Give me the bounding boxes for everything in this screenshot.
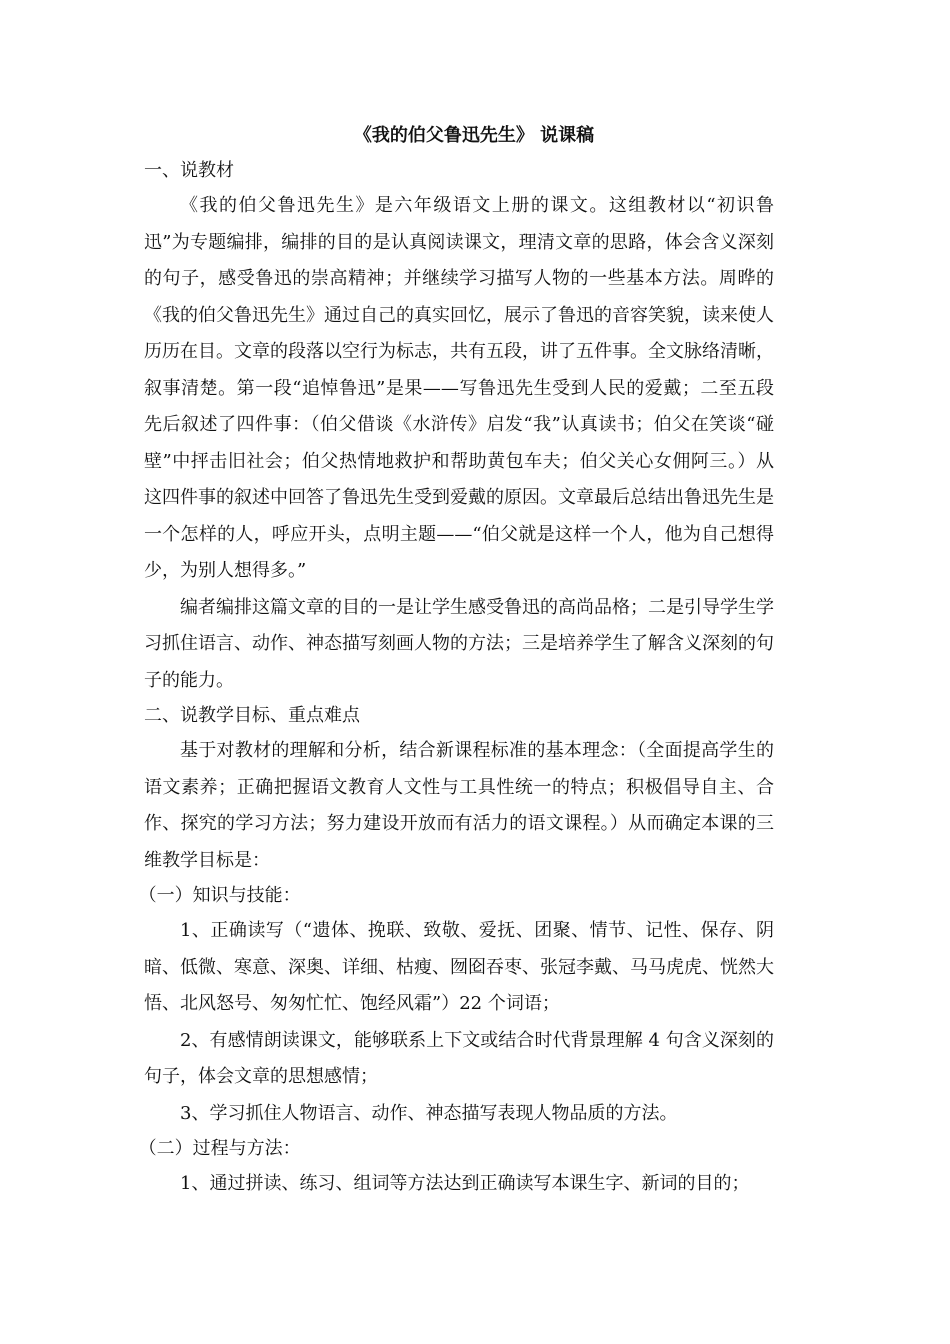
section-heading-teaching-goals: 二、说教学目标、重点难点	[144, 705, 360, 726]
list-item: 1、正确读写（“遗体、挽联、致敬、爱抚、团聚、情节、记性、保存、阴暗、低微、寒意、深奥、详细、枯瘦、囫囵吞枣、张冠李戴、马马虎虎、恍然大悟、北风怒号、匆匆忙忙、饱经风霜”）22 个词语；	[144, 920, 774, 1014]
paragraph: 编者编排这篇文章的目的一是让学生感受鲁迅的高尚品格；二是引导学生学习抓住语言、动作、神态描写刻画人物的方法；三是培养学生了解含义深刻的句子的能力。	[144, 596, 774, 691]
subsection-heading-process-methods: （二）过程与方法：	[138, 1138, 301, 1159]
paragraph: 基于对教材的理解和分析，结合新课程标准的基本理念：（全面提高学生的语文素养；正确把握语文教育人文性与工具性统一的特点；积极倡导自主、合作、探究的学习方法；努力建设开放而有活力的语文课程。）从而确定本课的三维教学目标是：	[144, 740, 774, 871]
document-body	[138, 118, 774, 1203]
document-title: 《我的伯父鲁迅先生》 说课稿	[353, 125, 595, 146]
paragraph: 《我的伯父鲁迅先生》是六年级语文上册的课文。这组教材以“初识鲁迅”为专题编排，编排的目的是认真阅读课文，理清文章的思路，体会含义深刻的句子，感受鲁迅的崇高精神；并继续学习描写人物的一些基本方法。周晔的《我的伯父鲁迅先生》通过自己的真实回忆，展示了鲁迅的音容笑貌，读来使人历历在目。文章的段落以空行为标志，共有五段，讲了五件事。全文脉络清晰，叙事清楚。第一段“追悼鲁迅”是果——写鲁迅先生受到人民的爱戴；二至五段先后叙述了四件事：（伯父借谈《水浒传》启发“我”认真读书；伯父在笑谈“碰壁”中抨击旧社会；伯父热情地救护和帮助黄包车夫；伯父关心女佣阿三。）从这四件事的叙述中回答了鲁迅先生受到爱戴的原因。文章最后总结出鲁迅先生是一个怎样的人，呼应开头，点明主题——“伯父就是这样一个人，他为自己想得少，为别人想得多。”	[144, 195, 774, 581]
list-item: 3、学习抓住人物语言、动作、神态描写表现人物品质的方法。	[180, 1102, 678, 1124]
list-item: 2、有感情朗读课文，能够联系上下文或结合时代背景理解 4 句含义深刻的句子，体会文章的思想感情；	[144, 1029, 774, 1087]
list-item: 1、通过拼读、练习、组词等方法达到正确读写本课生字、新词的目的；	[180, 1173, 750, 1194]
subsection-heading-knowledge-skills: （一）知识与技能：	[138, 885, 301, 906]
section-heading-teaching-material: 一、说教材	[144, 160, 234, 181]
